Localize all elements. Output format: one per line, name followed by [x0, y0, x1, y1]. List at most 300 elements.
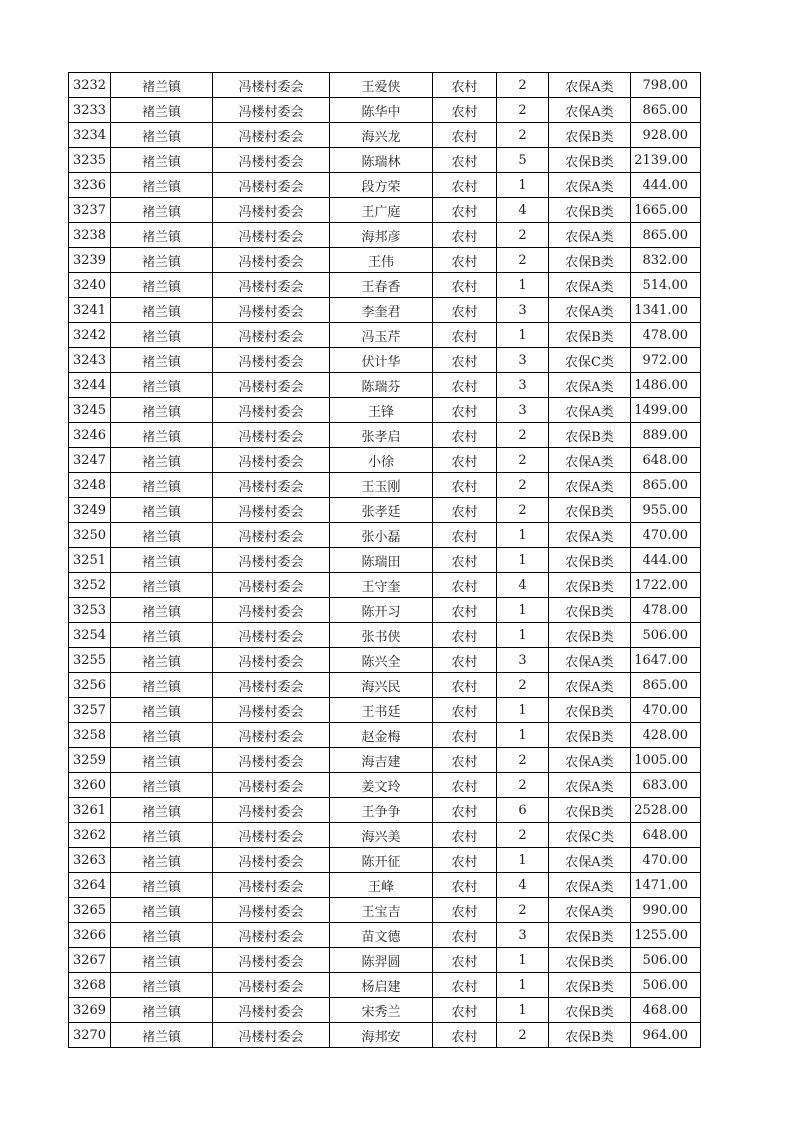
cell-residence: 农村	[433, 373, 497, 398]
cell-serial: 3260	[69, 773, 111, 798]
cell-residence: 农村	[433, 123, 497, 148]
cell-town: 褚兰镇	[111, 648, 213, 673]
table-row	[69, 798, 701, 823]
cell-persons: 2	[497, 1023, 549, 1048]
table-row	[69, 398, 701, 423]
cell-town: 褚兰镇	[111, 823, 213, 848]
cell-serial: 3265	[69, 898, 111, 923]
cell-category: 农保A类	[549, 873, 631, 898]
cell-village: 冯楼村委会	[213, 673, 330, 698]
cell-category: 农保A类	[549, 298, 631, 323]
table-row	[69, 648, 701, 673]
table-row	[69, 323, 701, 348]
cell-amount: 514.00	[631, 273, 701, 298]
cell-category: 农保B类	[549, 698, 631, 723]
cell-name: 苗文德	[330, 923, 433, 948]
table-row	[69, 473, 701, 498]
cell-serial: 3239	[69, 248, 111, 273]
table-row	[69, 98, 701, 123]
cell-town: 褚兰镇	[111, 473, 213, 498]
cell-town: 褚兰镇	[111, 798, 213, 823]
cell-name: 王伟	[330, 248, 433, 273]
cell-persons: 4	[497, 198, 549, 223]
cell-amount: 470.00	[631, 848, 701, 873]
cell-category: 农保B类	[549, 548, 631, 573]
cell-persons: 2	[497, 498, 549, 523]
cell-name: 陈瑞田	[330, 548, 433, 573]
cell-name: 张孝廷	[330, 498, 433, 523]
cell-village: 冯楼村委会	[213, 773, 330, 798]
table-row	[69, 173, 701, 198]
cell-category: 农保B类	[549, 323, 631, 348]
cell-name: 陈开习	[330, 598, 433, 623]
cell-serial: 3241	[69, 298, 111, 323]
cell-category: 农保A类	[549, 673, 631, 698]
cell-name: 陈瑞林	[330, 148, 433, 173]
cell-amount: 1647.00	[631, 648, 701, 673]
cell-category: 农保B类	[549, 148, 631, 173]
cell-persons: 1	[497, 173, 549, 198]
cell-category: 农保A类	[549, 448, 631, 473]
cell-category: 农保A类	[549, 98, 631, 123]
cell-residence: 农村	[433, 223, 497, 248]
cell-residence: 农村	[433, 348, 497, 373]
table-row	[69, 523, 701, 548]
cell-town: 褚兰镇	[111, 348, 213, 373]
cell-amount: 928.00	[631, 123, 701, 148]
cell-serial: 3249	[69, 498, 111, 523]
table-body	[69, 73, 701, 1048]
cell-village: 冯楼村委会	[213, 898, 330, 923]
cell-town: 褚兰镇	[111, 598, 213, 623]
cell-residence: 农村	[433, 823, 497, 848]
cell-category: 农保B类	[549, 923, 631, 948]
cell-persons: 5	[497, 148, 549, 173]
cell-residence: 农村	[433, 323, 497, 348]
cell-town: 褚兰镇	[111, 698, 213, 723]
cell-serial: 3251	[69, 548, 111, 573]
cell-residence: 农村	[433, 523, 497, 548]
cell-amount: 832.00	[631, 248, 701, 273]
cell-persons: 2	[497, 473, 549, 498]
cell-name: 赵金梅	[330, 723, 433, 748]
cell-serial: 3263	[69, 848, 111, 873]
cell-category: 农保A类	[549, 73, 631, 98]
cell-serial: 3255	[69, 648, 111, 673]
cell-persons: 2	[497, 73, 549, 98]
cell-residence: 农村	[433, 998, 497, 1023]
cell-category: 农保B类	[549, 998, 631, 1023]
table-row	[69, 973, 701, 998]
table-row	[69, 848, 701, 873]
cell-village: 冯楼村委会	[213, 623, 330, 648]
cell-name: 王书廷	[330, 698, 433, 723]
cell-village: 冯楼村委会	[213, 798, 330, 823]
cell-village: 冯楼村委会	[213, 523, 330, 548]
cell-village: 冯楼村委会	[213, 573, 330, 598]
cell-town: 褚兰镇	[111, 448, 213, 473]
cell-amount: 470.00	[631, 698, 701, 723]
cell-town: 褚兰镇	[111, 123, 213, 148]
table-row	[69, 998, 701, 1023]
cell-persons: 2	[497, 248, 549, 273]
cell-persons: 1	[497, 623, 549, 648]
cell-village: 冯楼村委会	[213, 148, 330, 173]
cell-name: 冯玉芹	[330, 323, 433, 348]
cell-serial: 3256	[69, 673, 111, 698]
cell-serial: 3270	[69, 1023, 111, 1048]
cell-town: 褚兰镇	[111, 398, 213, 423]
cell-persons: 1	[497, 698, 549, 723]
cell-town: 褚兰镇	[111, 573, 213, 598]
cell-town: 褚兰镇	[111, 948, 213, 973]
table-row	[69, 373, 701, 398]
cell-residence: 农村	[433, 73, 497, 98]
cell-name: 海吉建	[330, 748, 433, 773]
cell-village: 冯楼村委会	[213, 473, 330, 498]
cell-amount: 889.00	[631, 423, 701, 448]
cell-persons: 3	[497, 648, 549, 673]
table-row	[69, 423, 701, 448]
table-row	[69, 723, 701, 748]
cell-village: 冯楼村委会	[213, 948, 330, 973]
cell-town: 褚兰镇	[111, 98, 213, 123]
cell-persons: 1	[497, 848, 549, 873]
cell-village: 冯楼村委会	[213, 73, 330, 98]
cell-residence: 农村	[433, 648, 497, 673]
cell-village: 冯楼村委会	[213, 223, 330, 248]
cell-category: 农保B类	[549, 248, 631, 273]
cell-village: 冯楼村委会	[213, 923, 330, 948]
cell-persons: 2	[497, 748, 549, 773]
cell-persons: 1	[497, 523, 549, 548]
table-row	[69, 273, 701, 298]
cell-village: 冯楼村委会	[213, 998, 330, 1023]
cell-amount: 964.00	[631, 1023, 701, 1048]
cell-residence: 农村	[433, 873, 497, 898]
cell-name: 张小磊	[330, 523, 433, 548]
cell-residence: 农村	[433, 573, 497, 598]
cell-amount: 798.00	[631, 73, 701, 98]
cell-residence: 农村	[433, 798, 497, 823]
cell-amount: 1722.00	[631, 573, 701, 598]
cell-persons: 3	[497, 373, 549, 398]
cell-village: 冯楼村委会	[213, 273, 330, 298]
cell-town: 褚兰镇	[111, 998, 213, 1023]
table-row	[69, 298, 701, 323]
cell-residence: 农村	[433, 398, 497, 423]
cell-amount: 865.00	[631, 223, 701, 248]
cell-village: 冯楼村委会	[213, 598, 330, 623]
cell-serial: 3252	[69, 573, 111, 598]
table-row	[69, 823, 701, 848]
cell-amount: 683.00	[631, 773, 701, 798]
cell-name: 王守奎	[330, 573, 433, 598]
table-row	[69, 73, 701, 98]
cell-name: 杨启建	[330, 973, 433, 998]
cell-category: 农保A类	[549, 473, 631, 498]
cell-residence: 农村	[433, 273, 497, 298]
cell-category: 农保A类	[549, 648, 631, 673]
cell-category: 农保B类	[549, 598, 631, 623]
cell-name: 张书侠	[330, 623, 433, 648]
table-row	[69, 1023, 701, 1048]
cell-category: 农保B类	[549, 723, 631, 748]
cell-village: 冯楼村委会	[213, 248, 330, 273]
cell-serial: 3262	[69, 823, 111, 848]
table-row	[69, 698, 701, 723]
cell-serial: 3234	[69, 123, 111, 148]
cell-amount: 955.00	[631, 498, 701, 523]
cell-residence: 农村	[433, 923, 497, 948]
cell-persons: 3	[497, 398, 549, 423]
cell-name: 王春香	[330, 273, 433, 298]
cell-town: 褚兰镇	[111, 498, 213, 523]
cell-persons: 3	[497, 298, 549, 323]
cell-serial: 3233	[69, 98, 111, 123]
cell-category: 农保C类	[549, 348, 631, 373]
cell-category: 农保B类	[549, 798, 631, 823]
cell-serial: 3232	[69, 73, 111, 98]
cell-category: 农保A类	[549, 373, 631, 398]
cell-village: 冯楼村委会	[213, 973, 330, 998]
table-row	[69, 673, 701, 698]
table-row	[69, 348, 701, 373]
table-row	[69, 448, 701, 473]
cell-town: 褚兰镇	[111, 748, 213, 773]
cell-town: 褚兰镇	[111, 548, 213, 573]
table-row	[69, 548, 701, 573]
cell-amount: 506.00	[631, 623, 701, 648]
cell-persons: 2	[497, 123, 549, 148]
cell-serial: 3266	[69, 923, 111, 948]
cell-amount: 1341.00	[631, 298, 701, 323]
cell-village: 冯楼村委会	[213, 298, 330, 323]
cell-town: 褚兰镇	[111, 248, 213, 273]
cell-town: 褚兰镇	[111, 673, 213, 698]
cell-category: 农保B类	[549, 123, 631, 148]
table-row	[69, 598, 701, 623]
cell-amount: 478.00	[631, 323, 701, 348]
cell-name: 王锋	[330, 398, 433, 423]
cell-residence: 农村	[433, 248, 497, 273]
cell-category: 农保A类	[549, 273, 631, 298]
cell-category: 农保B类	[549, 573, 631, 598]
cell-persons: 3	[497, 923, 549, 948]
cell-serial: 3247	[69, 448, 111, 473]
table-row	[69, 498, 701, 523]
cell-name: 陈瑞芬	[330, 373, 433, 398]
cell-residence: 农村	[433, 673, 497, 698]
cell-amount: 468.00	[631, 998, 701, 1023]
cell-name: 陈羿圆	[330, 948, 433, 973]
cell-town: 褚兰镇	[111, 273, 213, 298]
cell-amount: 478.00	[631, 598, 701, 623]
cell-name: 段方荣	[330, 173, 433, 198]
cell-residence: 农村	[433, 773, 497, 798]
cell-town: 褚兰镇	[111, 623, 213, 648]
cell-residence: 农村	[433, 698, 497, 723]
cell-amount: 1665.00	[631, 198, 701, 223]
cell-persons: 2	[497, 823, 549, 848]
table-row	[69, 873, 701, 898]
table-row	[69, 223, 701, 248]
cell-residence: 农村	[433, 948, 497, 973]
cell-persons: 2	[497, 423, 549, 448]
cell-persons: 1	[497, 598, 549, 623]
cell-residence: 农村	[433, 723, 497, 748]
cell-amount: 506.00	[631, 973, 701, 998]
cell-village: 冯楼村委会	[213, 648, 330, 673]
cell-serial: 3245	[69, 398, 111, 423]
table-row	[69, 748, 701, 773]
cell-town: 褚兰镇	[111, 73, 213, 98]
cell-amount: 990.00	[631, 898, 701, 923]
cell-persons: 1	[497, 273, 549, 298]
table-row	[69, 623, 701, 648]
cell-town: 褚兰镇	[111, 1023, 213, 1048]
cell-serial: 3253	[69, 598, 111, 623]
cell-town: 褚兰镇	[111, 848, 213, 873]
cell-town: 褚兰镇	[111, 723, 213, 748]
cell-serial: 3235	[69, 148, 111, 173]
cell-residence: 农村	[433, 598, 497, 623]
cell-amount: 506.00	[631, 948, 701, 973]
cell-village: 冯楼村委会	[213, 1023, 330, 1048]
cell-town: 褚兰镇	[111, 773, 213, 798]
cell-residence: 农村	[433, 973, 497, 998]
cell-persons: 6	[497, 798, 549, 823]
cell-village: 冯楼村委会	[213, 723, 330, 748]
cell-residence: 农村	[433, 748, 497, 773]
cell-town: 褚兰镇	[111, 423, 213, 448]
cell-serial: 3248	[69, 473, 111, 498]
cell-serial: 3236	[69, 173, 111, 198]
cell-amount: 2528.00	[631, 798, 701, 823]
cell-town: 褚兰镇	[111, 223, 213, 248]
cell-persons: 1	[497, 948, 549, 973]
cell-name: 王广庭	[330, 198, 433, 223]
cell-town: 褚兰镇	[111, 373, 213, 398]
table-row	[69, 573, 701, 598]
cell-name: 伏计华	[330, 348, 433, 373]
cell-residence: 农村	[433, 423, 497, 448]
cell-serial: 3269	[69, 998, 111, 1023]
cell-amount: 1255.00	[631, 923, 701, 948]
cell-town: 褚兰镇	[111, 298, 213, 323]
cell-amount: 648.00	[631, 823, 701, 848]
cell-category: 农保A类	[549, 398, 631, 423]
cell-residence: 农村	[433, 198, 497, 223]
cell-amount: 2139.00	[631, 148, 701, 173]
cell-village: 冯楼村委会	[213, 373, 330, 398]
cell-category: 农保B类	[549, 198, 631, 223]
cell-amount: 972.00	[631, 348, 701, 373]
cell-town: 褚兰镇	[111, 323, 213, 348]
cell-persons: 2	[497, 98, 549, 123]
cell-village: 冯楼村委会	[213, 123, 330, 148]
cell-name: 陈华中	[330, 98, 433, 123]
cell-persons: 2	[497, 898, 549, 923]
cell-residence: 农村	[433, 473, 497, 498]
cell-residence: 农村	[433, 898, 497, 923]
table-row	[69, 773, 701, 798]
cell-amount: 1499.00	[631, 398, 701, 423]
cell-serial: 3246	[69, 423, 111, 448]
cell-category: 农保A类	[549, 173, 631, 198]
cell-persons: 2	[497, 223, 549, 248]
cell-category: 农保A类	[549, 898, 631, 923]
cell-village: 冯楼村委会	[213, 198, 330, 223]
cell-persons: 4	[497, 873, 549, 898]
cell-category: 农保B类	[549, 498, 631, 523]
cell-category: 农保B类	[549, 423, 631, 448]
cell-residence: 农村	[433, 548, 497, 573]
cell-category: 农保A类	[549, 523, 631, 548]
cell-serial: 3238	[69, 223, 111, 248]
cell-serial: 3250	[69, 523, 111, 548]
cell-residence: 农村	[433, 173, 497, 198]
cell-village: 冯楼村委会	[213, 348, 330, 373]
cell-name: 李奎君	[330, 298, 433, 323]
cell-name: 海邦彦	[330, 223, 433, 248]
cell-village: 冯楼村委会	[213, 498, 330, 523]
cell-amount: 1471.00	[631, 873, 701, 898]
cell-amount: 865.00	[631, 98, 701, 123]
cell-amount: 865.00	[631, 673, 701, 698]
cell-name: 王峰	[330, 873, 433, 898]
cell-persons: 2	[497, 673, 549, 698]
cell-residence: 农村	[433, 848, 497, 873]
cell-name: 宋秀兰	[330, 998, 433, 1023]
cell-town: 褚兰镇	[111, 973, 213, 998]
cell-village: 冯楼村委会	[213, 698, 330, 723]
cell-amount: 648.00	[631, 448, 701, 473]
cell-village: 冯楼村委会	[213, 848, 330, 873]
cell-serial: 3237	[69, 198, 111, 223]
cell-residence: 农村	[433, 98, 497, 123]
cell-residence: 农村	[433, 1023, 497, 1048]
cell-town: 褚兰镇	[111, 198, 213, 223]
cell-serial: 3244	[69, 373, 111, 398]
cell-category: 农保A类	[549, 848, 631, 873]
cell-category: 农保B类	[549, 973, 631, 998]
table-row	[69, 898, 701, 923]
cell-amount: 428.00	[631, 723, 701, 748]
cell-serial: 3259	[69, 748, 111, 773]
cell-category: 农保B类	[549, 623, 631, 648]
cell-serial: 3267	[69, 948, 111, 973]
cell-name: 陈开征	[330, 848, 433, 873]
cell-town: 褚兰镇	[111, 148, 213, 173]
cell-serial: 3240	[69, 273, 111, 298]
cell-amount: 1005.00	[631, 748, 701, 773]
cell-category: 农保B类	[549, 1023, 631, 1048]
cell-town: 褚兰镇	[111, 898, 213, 923]
cell-persons: 3	[497, 348, 549, 373]
cell-name: 王争争	[330, 798, 433, 823]
table-row	[69, 923, 701, 948]
cell-persons: 2	[497, 448, 549, 473]
cell-amount: 470.00	[631, 523, 701, 548]
cell-persons: 1	[497, 973, 549, 998]
cell-residence: 农村	[433, 623, 497, 648]
cell-persons: 4	[497, 573, 549, 598]
cell-town: 褚兰镇	[111, 523, 213, 548]
cell-name: 小徐	[330, 448, 433, 473]
cell-serial: 3254	[69, 623, 111, 648]
cell-category: 农保B类	[549, 948, 631, 973]
